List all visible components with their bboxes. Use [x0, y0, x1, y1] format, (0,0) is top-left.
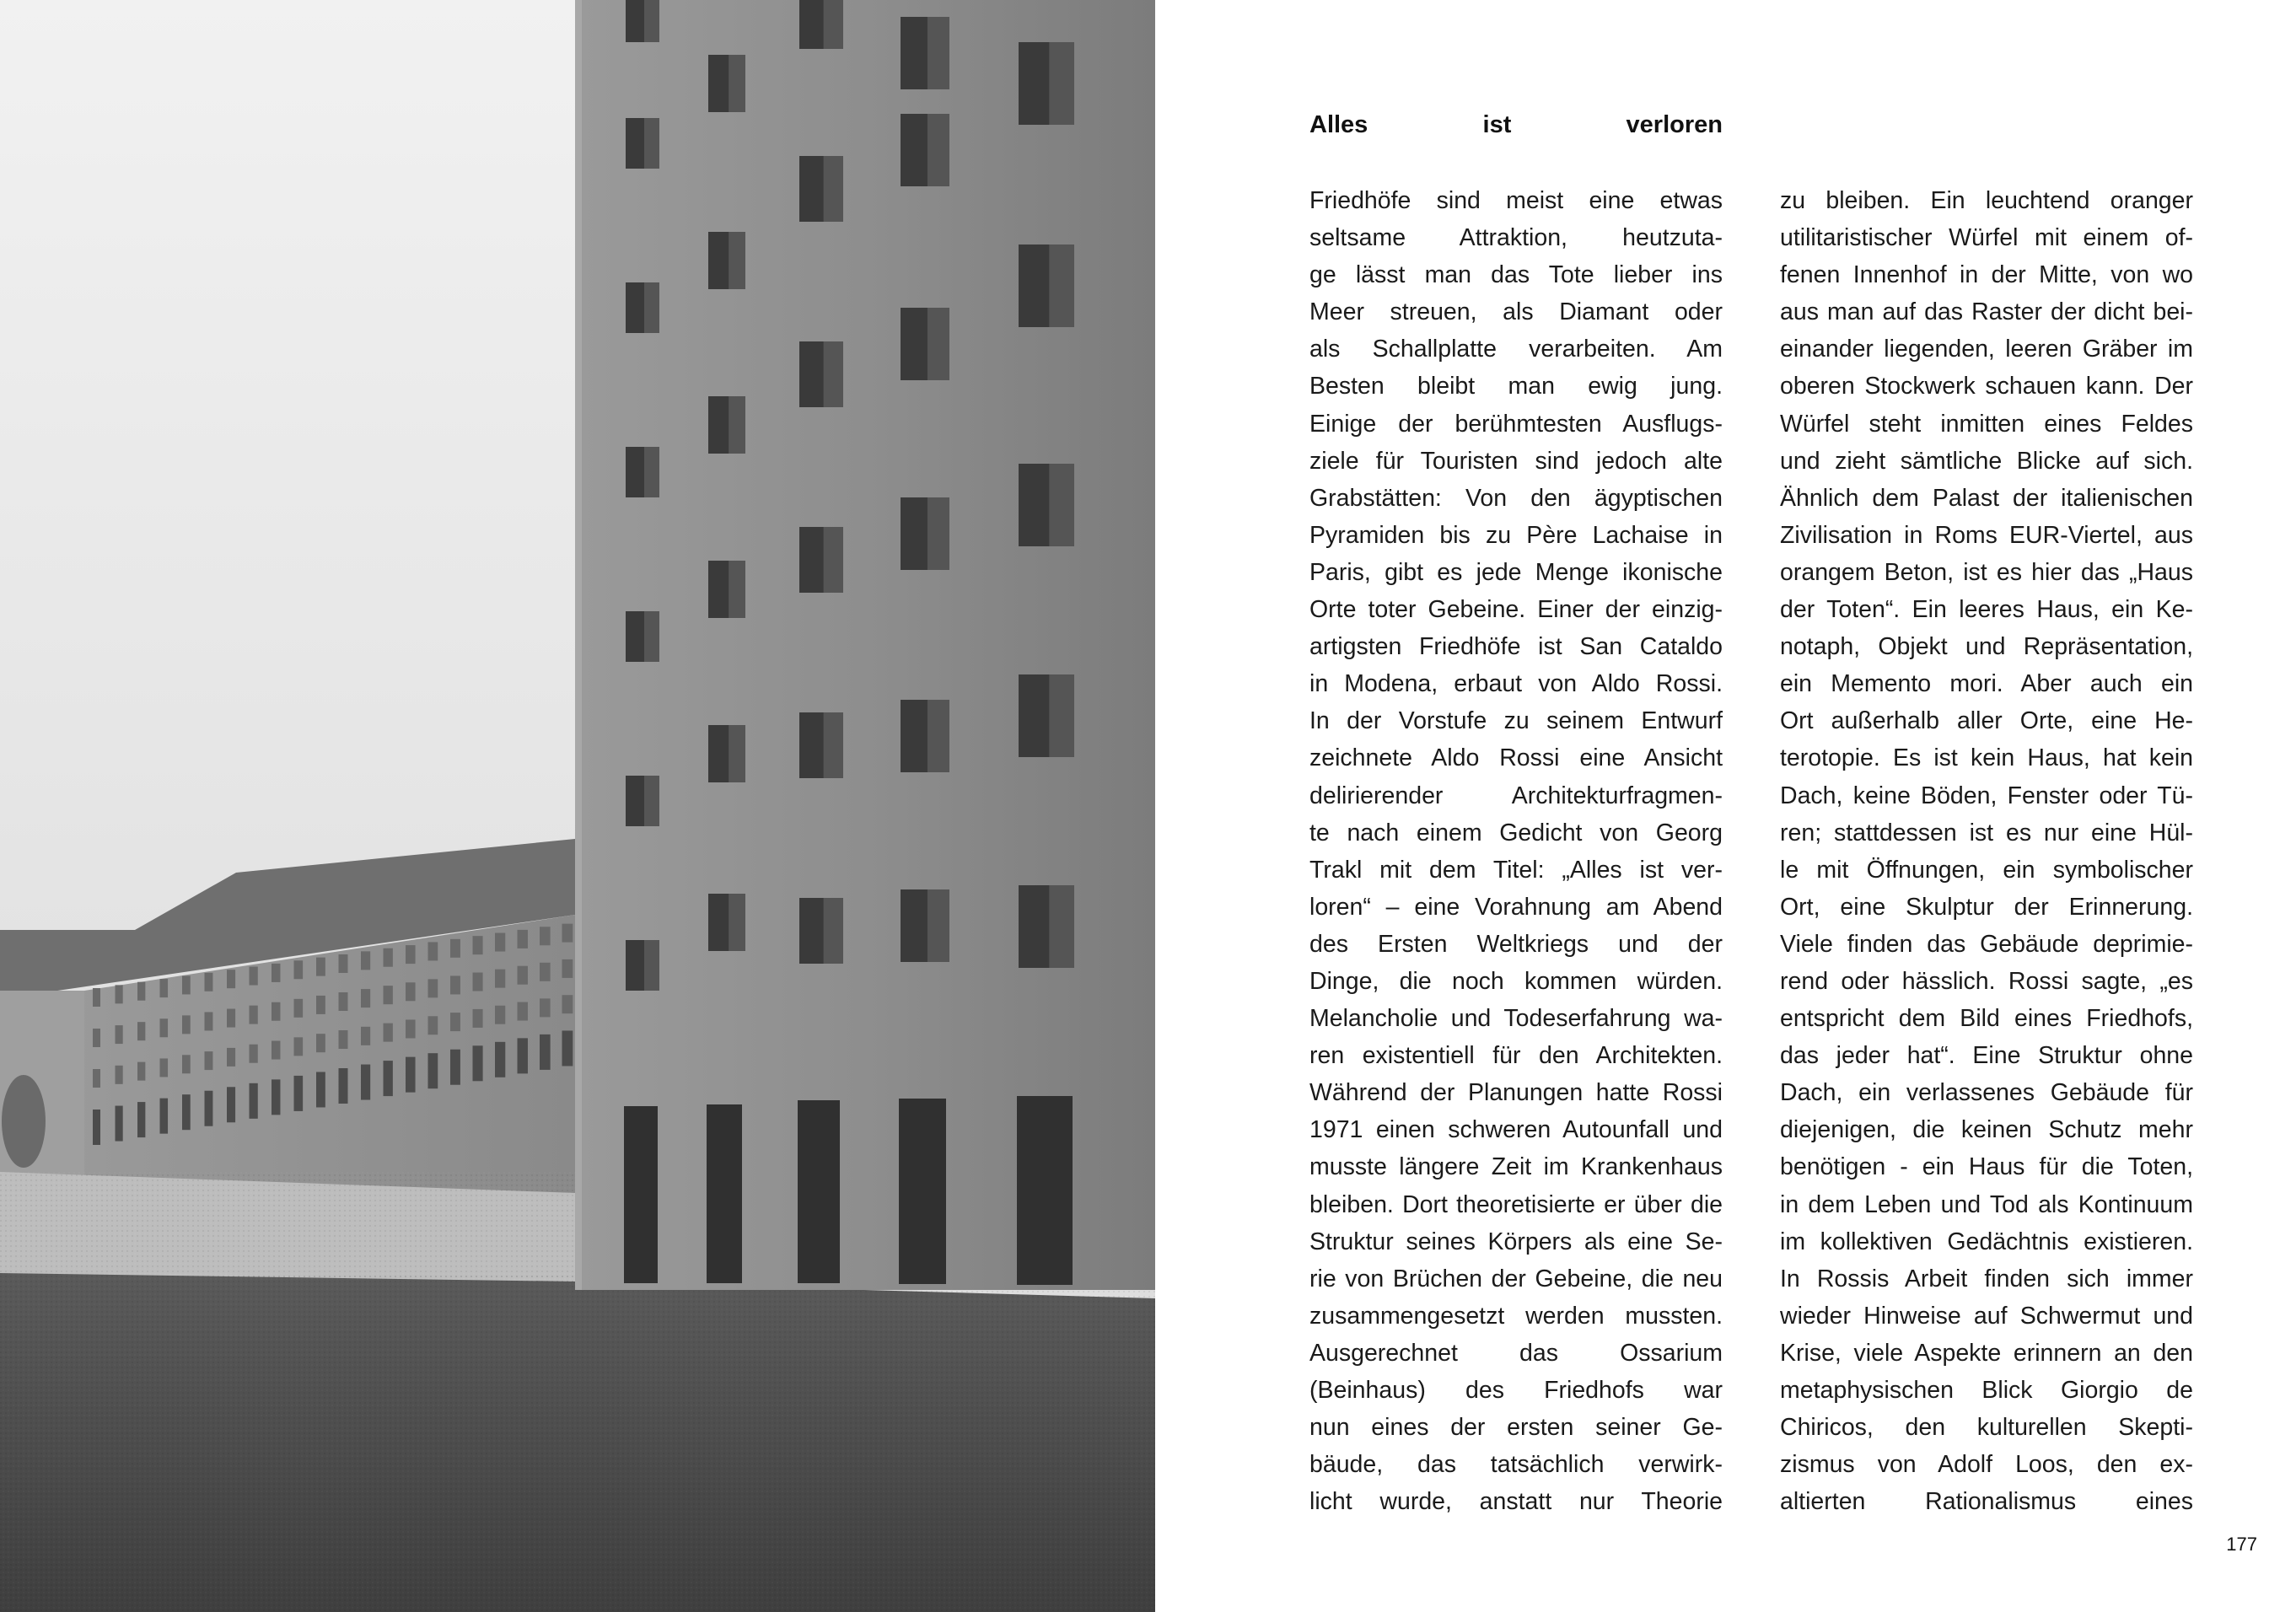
text-line: Dinge, die noch kommen würden.	[1309, 967, 1723, 995]
text-line: fenen Innenhof in der Mitte, von wo	[1780, 261, 2193, 289]
text-line: einander liegenden, leeren Gräber im	[1780, 336, 2193, 363]
text-line: Dach, ein verlassenes Gebäude für	[1780, 1079, 2193, 1107]
text-line: In Rossis Arbeit finden sich immer	[1780, 1265, 2193, 1292]
text-line: utilitaristischer Würfel mit einem of-	[1780, 224, 2193, 252]
text-line: in Modena, erbaut von Aldo Rossi.	[1309, 670, 1723, 698]
text-column-right	[1780, 182, 2193, 1520]
text-line: Orte toter Gebeine. Einer der einzig-	[1309, 596, 1723, 624]
text-line: Ähnlich dem Palast der italienischen	[1780, 484, 2193, 512]
text-line: benötigen - ein Haus für die Toten,	[1780, 1153, 2193, 1181]
text-line: Grabstätten: Von den ägyptischen	[1309, 484, 1723, 512]
text-line: te nach einem Gedicht von Georg	[1309, 819, 1723, 846]
article-headline: Alles ist verloren	[1309, 111, 1723, 138]
page-number: 177	[2226, 1534, 2257, 1555]
text-line: zusammengesetzt werden mussten.	[1309, 1302, 1723, 1330]
text-line: rie von Brüchen der Gebeine, die neu	[1309, 1265, 1723, 1292]
text-line: und zieht sämtliche Blicke auf sich.	[1780, 447, 2193, 475]
text-line: Krise, viele Aspekte erinnern an den	[1780, 1339, 2193, 1367]
text-line: wieder Hinweise auf Schwermut und	[1780, 1302, 2193, 1330]
text-line: le mit Öffnungen, ein symbolischer	[1780, 856, 2193, 884]
text-line: ge lässt man das Tote lieber ins	[1309, 261, 1723, 289]
text-line: loren“ – eine Vorahnung am Abend	[1309, 893, 1723, 921]
text-line: altierten Rationalismus eines	[1780, 1488, 2193, 1516]
text-line: seltsame Attraktion, heutzuta-	[1309, 224, 1723, 252]
text-line: terotopie. Es ist kein Haus, hat kein	[1780, 744, 2193, 772]
text-line: Ort außerhalb aller Orte, eine He-	[1780, 707, 2193, 735]
text-line: Ausgerechnet das Ossarium	[1309, 1339, 1723, 1367]
text-line: Struktur seines Körpers als eine Se-	[1309, 1228, 1723, 1255]
text-line: delirierender Architekturfragmen-	[1309, 782, 1723, 809]
text-line: das jeder hat“. Eine Struktur ohne	[1780, 1042, 2193, 1070]
text-line: ren; stattdessen ist es nur eine Hül-	[1780, 819, 2193, 846]
text-line: Zivilisation in Roms EUR-Viertel, aus	[1780, 521, 2193, 549]
text-line: Während der Planungen hatte Rossi	[1309, 1079, 1723, 1107]
text-line: als Schallplatte verarbeiten. Am	[1309, 336, 1723, 363]
text-line: Ort, eine Skulptur der Erinnerung.	[1780, 893, 2193, 921]
text-line: In der Vorstufe zu seinem Entwurf	[1309, 707, 1723, 735]
text-line: 1971 einen schweren Autounfall und	[1309, 1116, 1723, 1144]
text-line: Paris, gibt es jede Menge ikonische	[1309, 558, 1723, 586]
text-line: Würfel steht inmitten eines Feldes	[1780, 410, 2193, 438]
text-line: im kollektiven Gedächtnis existieren.	[1780, 1228, 2193, 1255]
text-line: Meer streuen, als Diamant oder	[1309, 298, 1723, 326]
text-line: orangem Beton, ist es hier das „Haus	[1780, 558, 2193, 586]
text-line: notaph, Objekt und Repräsentation,	[1780, 633, 2193, 661]
text-line: Chiricos, den kulturellen Skepti-	[1780, 1414, 2193, 1442]
text-line: ein Memento mori. Aber auch ein	[1780, 670, 2193, 698]
text-line: oberen Stockwerk schauen kann. Der	[1780, 373, 2193, 400]
text-line: entspricht dem Bild eines Friedhofs,	[1780, 1005, 2193, 1033]
text-page	[1155, 0, 2296, 1612]
text-line: Trakl mit dem Titel: „Alles ist ver-	[1309, 856, 1723, 884]
text-line: Friedhöfe sind meist eine etwas	[1309, 187, 1723, 214]
text-line: Viele finden das Gebäude deprimie-	[1780, 930, 2193, 958]
text-line: rend oder hässlich. Rossi sagte, „es	[1780, 967, 2193, 995]
text-line: bleiben. Dort theoretisierte er über die	[1309, 1190, 1723, 1218]
text-line: Pyramiden bis zu Père Lachaise in	[1309, 521, 1723, 549]
text-line: metaphysischen Blick Giorgio de	[1780, 1377, 2193, 1404]
text-line: licht wurde, anstatt nur Theorie	[1309, 1488, 1723, 1516]
text-line: Einige der berühmtesten Ausflugs-	[1309, 410, 1723, 438]
text-line: diejenigen, die keinen Schutz mehr	[1780, 1116, 2193, 1144]
text-line: zeichnete Aldo Rossi eine Ansicht	[1309, 744, 1723, 772]
text-line: aus man auf das Raster der dicht bei-	[1780, 298, 2193, 326]
text-column-left	[1309, 182, 1723, 1520]
text-line: Melancholie und Todeserfahrung wa-	[1309, 1005, 1723, 1033]
text-line: zismus von Adolf Loos, den ex-	[1780, 1451, 2193, 1479]
text-line: musste längere Zeit im Krankenhaus	[1309, 1153, 1723, 1181]
text-line: der Toten“. Ein leeres Haus, ein Ke-	[1780, 596, 2193, 624]
text-line: nun eines der ersten seiner Ge-	[1309, 1414, 1723, 1442]
text-line: ren existentiell für den Architekten.	[1309, 1042, 1723, 1070]
text-line: artigsten Friedhöfe ist San Cataldo	[1309, 633, 1723, 661]
text-line: Besten bleibt man ewig jung.	[1309, 373, 1723, 400]
text-line: (Beinhaus) des Friedhofs war	[1309, 1377, 1723, 1404]
text-line: bäude, das tatsächlich verwirk-	[1309, 1451, 1723, 1479]
text-line: des Ersten Weltkriegs und der	[1309, 930, 1723, 958]
text-line: ziele für Touristen sind jedoch alte	[1309, 447, 1723, 475]
text-line: in dem Leben und Tod als Kontinuum	[1780, 1190, 2193, 1218]
text-line: Dach, keine Böden, Fenster oder Tü-	[1780, 782, 2193, 809]
text-line: zu bleiben. Ein leuchtend oranger	[1780, 187, 2193, 214]
